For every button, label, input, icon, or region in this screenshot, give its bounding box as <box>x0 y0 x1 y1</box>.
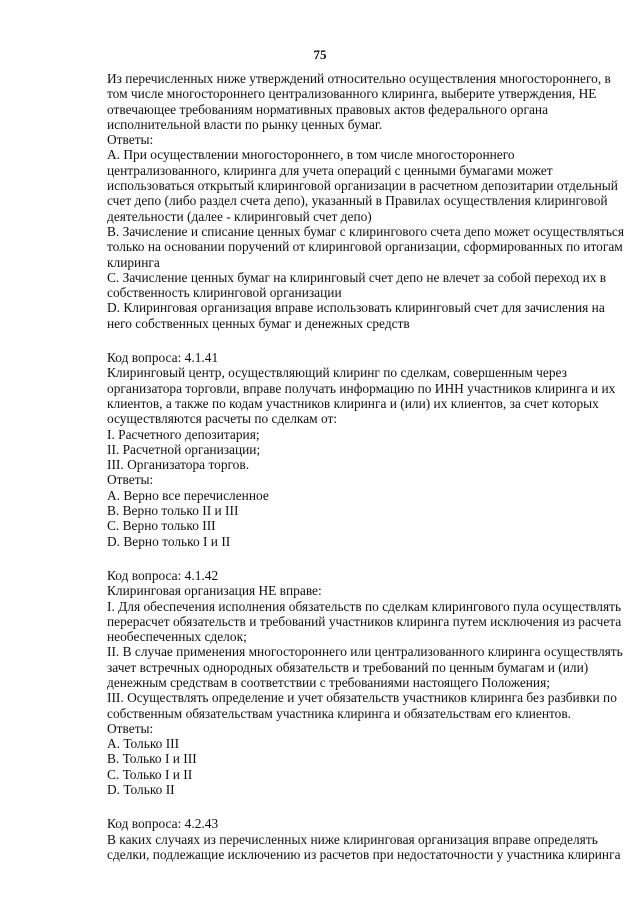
answer-option-line: D. Верно только I и II <box>107 533 231 549</box>
question-text-line: собственным обязательствам участника клиринга и обязательствам его клиентов. <box>107 705 572 721</box>
answer-option-line: только на основании поручений от клиринговой организации, сформированных по итогам <box>107 239 623 255</box>
answer-option-line: C. Только I и II <box>107 766 193 782</box>
block-spacer <box>107 331 607 350</box>
question-text-line: Из перечисленных ниже утверждений относительно осуществления многостороннего, в <box>107 71 611 86</box>
answer-option-line: счет депо (либо раздел счета депо), указанный в Правилах осуществления клиринговой <box>107 193 608 209</box>
answer-option-line: C. Зачисление ценных бумаг на клиринговый счет депо не влечет за собой переход их в <box>107 269 607 285</box>
answer-option-line: D. Клиринговая организация вправе использовать клиринговый счет для зачисления на <box>107 300 605 316</box>
answer-option-line: клиринга <box>107 254 160 270</box>
answer-option-line: A. Верно все перечисленное <box>107 487 269 503</box>
question-block <box>107 71 625 331</box>
question-text-line: Клиринговый центр, осуществляющий клиринг по сделкам, совершенным через <box>107 365 567 381</box>
answer-option-line: централизованного, клиринга для учета операций с ценными бумагами может <box>107 162 553 178</box>
answer-option-line: него собственных ценных бумаг и денежных средств <box>107 315 410 331</box>
question-text-line: сделки, подлежащие исключению из расчетов при недостаточности у участника клиринга <box>107 846 621 862</box>
question-text-line: клиентов, а также по кодам участников клиринга и (или) их клиентов, за счет которых <box>107 395 599 411</box>
answer-option-line: B. Зачисление и списание ценных бумаг с клирингового счета депо может осуществляться <box>107 223 625 239</box>
answer-option-line: A. Только III <box>107 736 180 752</box>
answer-option-line: C. Верно только III <box>107 518 216 534</box>
question-text-line: организатора торговли, вправе получать информацию по ИНН участников клиринга и их <box>107 380 616 396</box>
question-text-line: том числе многостороннего централизованного клиринга, выберите утверждения, НЕ <box>107 86 597 102</box>
answer-option-line: использоваться открытый клиринговой организации в расчетном депозитарии отдельный <box>107 178 618 194</box>
question-code: Код вопроса: 4.2.43 <box>107 816 219 832</box>
question-text-line: III. Организатора торгов. <box>107 457 250 473</box>
answer-option-line: D. Только II <box>107 782 175 798</box>
question-block <box>107 567 623 798</box>
question-text-line: I. Расчетного депозитария; <box>107 426 260 442</box>
question-text-line: Клиринговая организация НЕ вправе: <box>107 583 322 599</box>
question-text-line: зачет встречных однородных обязательств и требований по ценным бумагам и (или) <box>107 659 589 675</box>
question-block <box>107 350 616 549</box>
question-text-line: необеспеченных сделок; <box>107 629 247 645</box>
question-text-line: исполнительной власти по рынку ценных бумаг. <box>107 116 383 132</box>
question-code: Код вопроса: 4.1.42 <box>107 567 219 583</box>
answers-label: Ответы: <box>107 132 154 148</box>
question-text-line: перерасчет обязательств и требований участников клиринга путем исключения из расчета <box>107 613 622 629</box>
answers-label: Ответы: <box>107 720 154 736</box>
block-spacer <box>107 549 607 568</box>
answer-option-line: собственность клиринговой организации <box>107 285 342 301</box>
answer-option-line: деятельности (далее - клиринговый счет депо) <box>107 208 372 224</box>
block-spacer <box>107 797 607 816</box>
question-text-line: II. Расчетной организации; <box>107 441 261 457</box>
question-text-line: осуществляются расчеты по сделкам от: <box>107 411 338 427</box>
question-code: Код вопроса: 4.1.41 <box>107 350 219 366</box>
answers-label: Ответы: <box>107 472 154 488</box>
question-text-line: II. В случае применения многостороннего или централизованного клиринга осуществлять <box>107 644 623 660</box>
question-text-line: отвечающее требованиям нормативных правовых актов федерального органа <box>107 101 549 117</box>
question-block <box>107 816 621 862</box>
answer-option-line: B. Верно только II и III <box>107 503 239 519</box>
answer-option-line: B. Только I и III <box>107 751 197 767</box>
question-text-line: В каких случаях из перечисленных ниже клиринговая организация вправе определять <box>107 831 598 847</box>
page-number: 75 <box>313 47 327 62</box>
page-content <box>107 71 625 862</box>
question-text-line: III. Осуществлять определение и учет обязательств участников клиринга без разбивки по <box>107 690 617 706</box>
question-text-line: I. Для обеспечения исполнения обязательств по сделкам клирингового пула осуществлять <box>107 598 622 614</box>
answer-option-line: А. При осуществлении многостороннего, в том числе многостороннего <box>107 147 515 163</box>
question-text-line: денежным средствам в соответствии с требованиями настоящего Положения; <box>107 674 550 690</box>
